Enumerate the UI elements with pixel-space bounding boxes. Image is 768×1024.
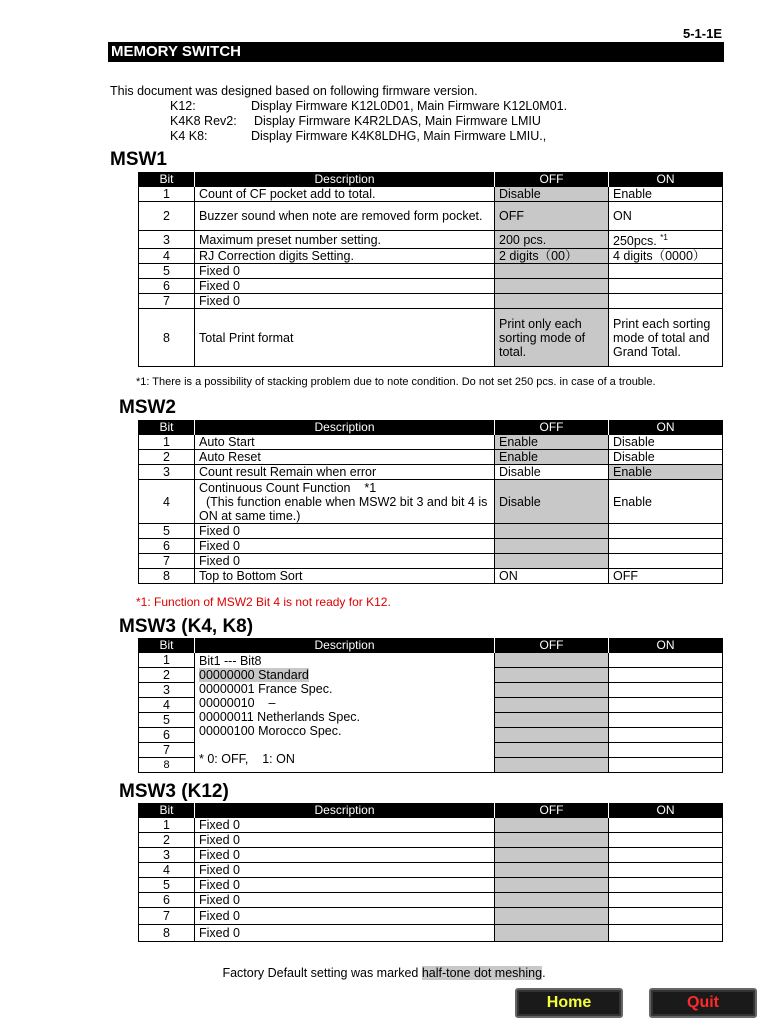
- off-cell: [495, 294, 609, 309]
- bit-cell: 4: [139, 480, 195, 524]
- table-row: [139, 435, 723, 450]
- bit-cell: 3: [139, 465, 195, 480]
- bit-cell: 4: [139, 863, 195, 878]
- table-row: [139, 818, 723, 833]
- on-cell: Enable: [609, 465, 723, 480]
- firmware-value: Display Firmware K4K8LDHG, Main Firmware LMIU.,: [251, 129, 547, 143]
- description-cell: Fixed 0: [195, 848, 495, 863]
- bit-cell: 2: [139, 833, 195, 848]
- off-cell: [495, 878, 609, 893]
- col-bit: Bit: [139, 172, 195, 187]
- firmware-row: [110, 114, 541, 129]
- on-cell: [609, 848, 723, 863]
- description-cell: Fixed 0: [195, 539, 495, 554]
- table-row: [139, 848, 723, 863]
- msw1-table: [138, 172, 723, 367]
- msw3-k4k8-grid: [138, 638, 723, 773]
- on-cell: Disable: [609, 435, 723, 450]
- off-cell: Disable: [495, 480, 609, 524]
- bit-cell: 2: [139, 450, 195, 465]
- bit-cell: 4: [139, 698, 195, 713]
- on-cell: [609, 818, 723, 833]
- off-cell: [495, 728, 609, 743]
- off-cell: Enable: [495, 435, 609, 450]
- table-row: [139, 833, 723, 848]
- on-cell: [609, 908, 723, 925]
- bit-cell: 7: [139, 294, 195, 309]
- firmware-model: K4 K8:: [170, 129, 208, 143]
- footer-note: [0, 966, 768, 980]
- table-row: [139, 569, 723, 584]
- description-cell: Auto Reset: [195, 450, 495, 465]
- off-cell: OFF: [495, 202, 609, 231]
- off-cell: [495, 524, 609, 539]
- on-cell: [609, 554, 723, 569]
- description-cell: [195, 480, 495, 524]
- on-cell: [609, 713, 723, 728]
- off-cell: [495, 713, 609, 728]
- col-off: OFF: [495, 172, 609, 187]
- bit-cell: 7: [139, 908, 195, 925]
- col-off: OFF: [495, 420, 609, 435]
- bit-cell: 6: [139, 279, 195, 294]
- off-cell: [495, 908, 609, 925]
- page-title: MEMORY SWITCH: [108, 42, 724, 62]
- table-row: [139, 893, 723, 908]
- on-cell: [609, 539, 723, 554]
- description-cell: [195, 653, 495, 773]
- msw2-footnote: *1: Function of MSW2 Bit 4 is not ready for K12.: [136, 595, 391, 609]
- quit-button[interactable]: Quit: [649, 988, 757, 1018]
- off-cell: Disable: [495, 187, 609, 202]
- on-cell: [609, 294, 723, 309]
- bit-cell: 1: [139, 187, 195, 202]
- off-cell: ON: [495, 569, 609, 584]
- col-description: Description: [195, 803, 495, 818]
- bit-cell: 6: [139, 728, 195, 743]
- description-cell: Fixed 0: [195, 818, 495, 833]
- bit-cell: 1: [139, 435, 195, 450]
- bit-cell: 4: [139, 249, 195, 264]
- col-bit: Bit: [139, 420, 195, 435]
- bit-cell: 3: [139, 231, 195, 249]
- bit-cell: 6: [139, 893, 195, 908]
- table-row: [139, 187, 723, 202]
- description-cell: Fixed 0: [195, 908, 495, 925]
- description-line: 00000010 –: [199, 696, 276, 710]
- firmware-intro: [110, 84, 568, 144]
- on-cell: [609, 653, 723, 668]
- bit-cell: 2: [139, 668, 195, 683]
- on-cell: [609, 279, 723, 294]
- footer-text-end: .: [542, 966, 546, 980]
- off-cell: [495, 833, 609, 848]
- on-cell: [609, 878, 723, 893]
- table-row: [139, 863, 723, 878]
- bit-cell: 5: [139, 264, 195, 279]
- bit-cell: 7: [139, 743, 195, 758]
- on-cell: OFF: [609, 569, 723, 584]
- col-description: Description: [195, 420, 495, 435]
- on-cell: Print each sorting mode of total and Grand Total.: [609, 309, 723, 367]
- description-cell: Fixed 0: [195, 863, 495, 878]
- table-row: [139, 279, 723, 294]
- description-cell: Fixed 0: [195, 554, 495, 569]
- on-cell: 4 digits（0000）: [609, 249, 723, 264]
- table-row: [139, 480, 723, 524]
- on-cell: [609, 925, 723, 942]
- table-row: [139, 294, 723, 309]
- on-cell: [609, 698, 723, 713]
- intro-line: This document was designed based on following firmware version.: [110, 84, 478, 98]
- bit-cell: 3: [139, 683, 195, 698]
- table-row: [139, 450, 723, 465]
- on-cell: [609, 683, 723, 698]
- on-cell: [609, 863, 723, 878]
- page-number: 5-1-1E: [682, 26, 722, 41]
- description-line: (This function enable when MSW2 bit 3 and bit 4 is ON at same time.): [199, 494, 491, 523]
- bit-cell: 5: [139, 878, 195, 893]
- firmware-row: [110, 129, 547, 144]
- on-value: 250pcs.: [613, 234, 657, 249]
- table-header-row: [139, 638, 723, 653]
- on-cell: [609, 728, 723, 743]
- on-cell: [609, 231, 723, 249]
- off-cell: Print only each sorting mode of total.: [495, 309, 609, 367]
- table-row: [139, 908, 723, 925]
- table-header-row: [139, 420, 723, 435]
- description-cell: Fixed 0: [195, 925, 495, 942]
- bit-cell: 8: [139, 925, 195, 942]
- off-cell: [495, 264, 609, 279]
- description-cell: Buzzer sound when note are removed form pocket.: [195, 202, 495, 231]
- on-cell: [609, 893, 723, 908]
- description-cell: RJ Correction digits Setting.: [195, 249, 495, 264]
- table-header-row: [139, 172, 723, 187]
- footer-text: Factory Default setting was marked: [222, 966, 422, 980]
- bit-cell: 1: [139, 818, 195, 833]
- off-cell: [495, 863, 609, 878]
- bit-cell: 5: [139, 524, 195, 539]
- description-line: 00000100 Morocco Spec.: [199, 724, 342, 738]
- off-cell: [495, 554, 609, 569]
- col-off: OFF: [495, 803, 609, 818]
- home-button[interactable]: Home: [515, 988, 623, 1018]
- table-row: [139, 231, 723, 249]
- off-cell: [495, 698, 609, 713]
- description-line: Bit1 --- Bit8: [199, 654, 262, 668]
- off-cell: 2 digits（00）: [495, 249, 609, 264]
- description-cell: Fixed 0: [195, 524, 495, 539]
- off-cell: 200 pcs.: [495, 231, 609, 249]
- on-cell: Disable: [609, 450, 723, 465]
- bit-cell: 8: [139, 569, 195, 584]
- bit-cell: 5: [139, 713, 195, 728]
- col-on: ON: [609, 803, 723, 818]
- col-bit: Bit: [139, 638, 195, 653]
- msw3-k4k8-table: [138, 638, 723, 774]
- table-row: [139, 539, 723, 554]
- off-cell: [495, 818, 609, 833]
- on-cell: [609, 524, 723, 539]
- on-cell: Enable: [609, 480, 723, 524]
- description-cell: Fixed 0: [195, 294, 495, 309]
- off-cell: [495, 893, 609, 908]
- on-cell: [609, 668, 723, 683]
- msw3-k12-title: MSW3 (K12): [119, 781, 229, 802]
- off-cell: [495, 848, 609, 863]
- footer-highlight: half-tone dot meshing: [421, 966, 543, 980]
- table-row: [139, 249, 723, 264]
- col-on: ON: [609, 638, 723, 653]
- table-row: [139, 878, 723, 893]
- msw2-title: MSW2: [119, 397, 176, 418]
- description-cell: Total Print format: [195, 309, 495, 367]
- bit-cell: 8: [139, 758, 195, 773]
- bit-cell: 2: [139, 202, 195, 231]
- description-cell: Maximum preset number setting.: [195, 231, 495, 249]
- bit-cell: 7: [139, 554, 195, 569]
- on-cell: [609, 264, 723, 279]
- table-row: [139, 524, 723, 539]
- description-line: 00000001 France Spec.: [199, 682, 333, 696]
- off-cell: Enable: [495, 450, 609, 465]
- description-line: [199, 668, 490, 682]
- col-description: Description: [195, 172, 495, 187]
- on-cell: [609, 833, 723, 848]
- off-cell: [495, 683, 609, 698]
- description-cell: Fixed 0: [195, 279, 495, 294]
- bit-cell: 6: [139, 539, 195, 554]
- msw3-k12-table: [138, 803, 723, 942]
- table-row: [139, 202, 723, 231]
- col-bit: Bit: [139, 803, 195, 818]
- footnote-ref: *1: [660, 233, 668, 242]
- description-cell: Top to Bottom Sort: [195, 569, 495, 584]
- table-row: [139, 554, 723, 569]
- on-cell: [609, 743, 723, 758]
- on-cell: Enable: [609, 187, 723, 202]
- description-cell: Fixed 0: [195, 878, 495, 893]
- description-cell: Fixed 0: [195, 893, 495, 908]
- firmware-value: Display Firmware K12L0D01, Main Firmware K12L0M01.: [251, 99, 568, 113]
- bit-cell: 3: [139, 848, 195, 863]
- description-cell: Count of CF pocket add to total.: [195, 187, 495, 202]
- off-cell: [495, 539, 609, 554]
- msw3-k4k8-title: MSW3 (K4, K8): [119, 616, 254, 637]
- description-cell: Count result Remain when error: [195, 465, 495, 480]
- table-row: [139, 925, 723, 942]
- col-description: Description: [195, 638, 495, 653]
- bit-cell: 1: [139, 653, 195, 668]
- msw1-footnote: *1: There is a possibility of stacking problem due to note condition. Do not set 250 pcs. in case of a trouble.: [136, 376, 656, 388]
- table-row: [139, 264, 723, 279]
- off-cell: [495, 668, 609, 683]
- firmware-model: K12:: [170, 99, 196, 113]
- off-cell: [495, 653, 609, 668]
- bit-cell: 8: [139, 309, 195, 367]
- description-cell: Auto Start: [195, 435, 495, 450]
- description-cell: Fixed 0: [195, 264, 495, 279]
- firmware-row: [110, 99, 568, 114]
- on-cell: ON: [609, 202, 723, 231]
- firmware-model: K4K8 Rev2:: [170, 114, 237, 128]
- msw2-table: [138, 420, 723, 584]
- msw1-title: MSW1: [110, 149, 167, 170]
- off-cell: [495, 758, 609, 773]
- table-row: [139, 309, 723, 367]
- table-header-row: [139, 803, 723, 818]
- description-line: [199, 738, 490, 752]
- description-line: Continuous Count Function *1: [199, 480, 377, 495]
- on-cell: [609, 758, 723, 773]
- firmware-value: Display Firmware K4R2LDAS, Main Firmware LMIU: [254, 114, 541, 128]
- col-off: OFF: [495, 638, 609, 653]
- description-cell: Fixed 0: [195, 833, 495, 848]
- off-cell: [495, 925, 609, 942]
- table-row: [139, 465, 723, 480]
- col-on: ON: [609, 420, 723, 435]
- off-cell: Disable: [495, 465, 609, 480]
- default-value: 00000000 Standard: [199, 668, 309, 682]
- description-line: * 0: OFF, 1: ON: [199, 752, 295, 766]
- description-line: 00000011 Netherlands Spec.: [199, 710, 360, 724]
- col-on: ON: [609, 172, 723, 187]
- table-row: [139, 653, 723, 668]
- off-cell: [495, 743, 609, 758]
- off-cell: [495, 279, 609, 294]
